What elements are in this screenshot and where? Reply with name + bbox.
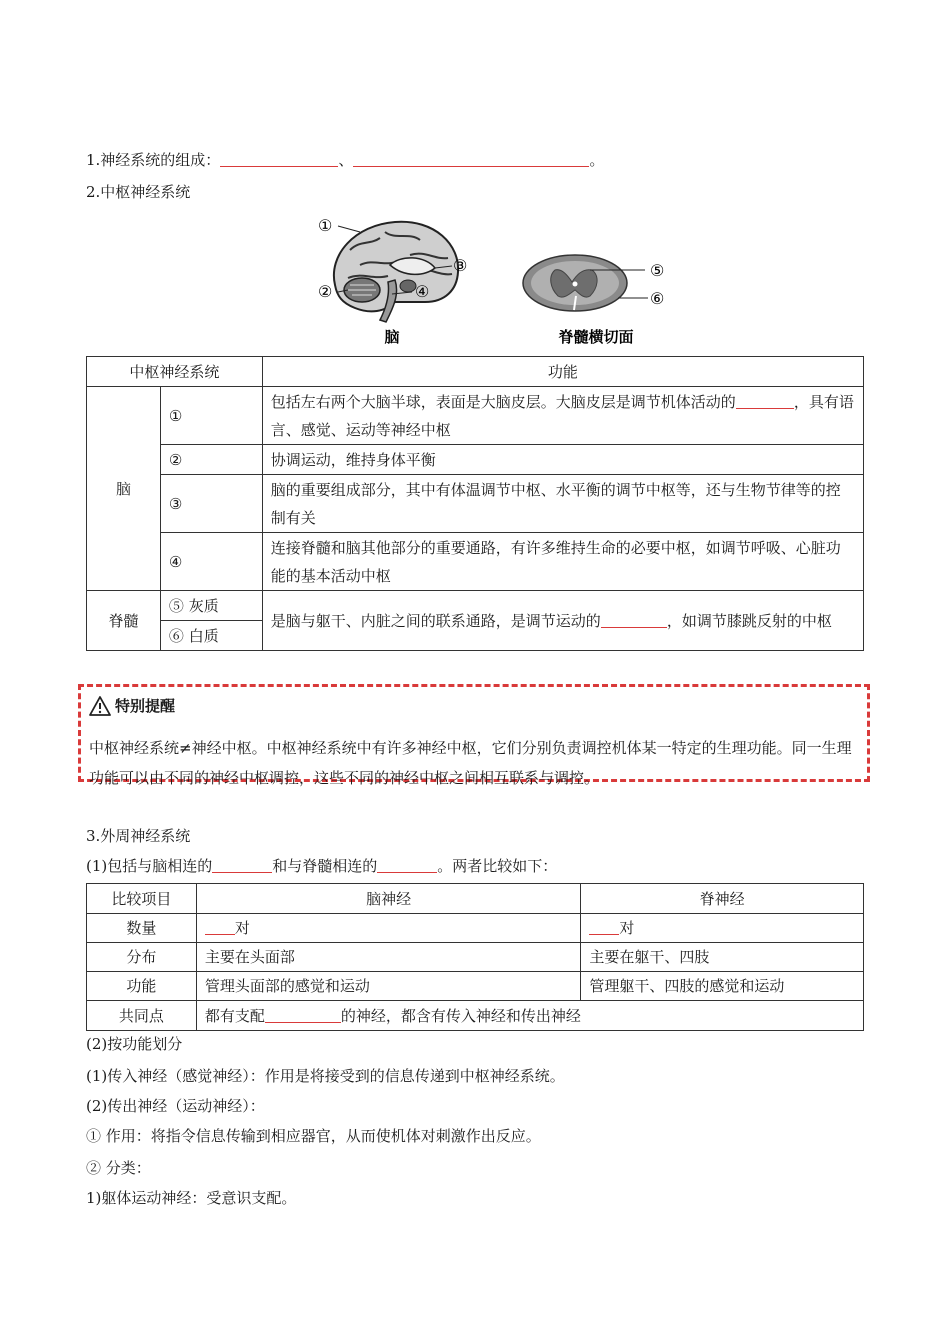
cns-row-3-num: ③ [160, 475, 262, 533]
pns-row-3-item: 功能 [87, 972, 197, 1001]
blank-1b[interactable] [353, 152, 589, 167]
cns-row-4-num: ④ [160, 533, 262, 591]
notice-body: 中枢神经系统≠神经中枢。中枢神经系统中有许多神经中枢，它们分别负责调控机体某一特定的生理功能。同一生理功能可以由不同的神经中枢调控，这些不同的神经中枢之间相互联系与调控。 [89, 739, 852, 787]
figure-svg [300, 210, 700, 350]
cns-header-function: 功能 [262, 357, 863, 387]
question-2-title: 2.中枢神经系统 [86, 183, 191, 201]
notice-title-text: 特别提醒 [115, 697, 176, 715]
spinal-cord-image [523, 255, 648, 311]
blank-pns-common[interactable] [265, 1008, 341, 1023]
cns-row-1-num: ① [160, 387, 262, 445]
pns-table [86, 883, 864, 1031]
pns-head-brain: 脑神经 [196, 884, 580, 914]
question-1 [86, 150, 604, 170]
warning-icon [89, 696, 111, 716]
pns-row-3-brain: 管理头面部的感觉和运动 [196, 972, 580, 1001]
cns-row-4-func: 连接脊髓和脑其他部分的重要通路，有许多维持生命的必要中枢，如调节呼吸、心脏功能的基本活动中枢 [262, 533, 863, 591]
after-line-6: 1)躯体运动神经：受意识支配。 [86, 1189, 297, 1207]
cord-caption: 脊髓横切面 [558, 328, 634, 346]
cns-row-3-func: 脑的重要组成部分，其中有体温调节中枢、水平衡的调节中枢等，还与生物节律等的控制有关 [262, 475, 863, 533]
cns-cord-cell: 脊髓 [87, 591, 161, 651]
cns-cord-row-2: ⑥ 白质 [160, 621, 262, 651]
pns-row-2-spinal: 主要在躯干、四肢 [581, 943, 864, 972]
question-3-title: 3.外周神经系统 [86, 827, 191, 845]
after-line-1: (2)按功能划分 [86, 1035, 183, 1053]
pns-row-2-item: 分布 [87, 943, 197, 972]
blank-3a[interactable] [212, 858, 272, 873]
brain-caption: 脑 [384, 328, 400, 346]
label-2: ② [318, 282, 333, 301]
q3-line1-b: 和与脊髓相连的 [272, 857, 378, 875]
after-line-2: (1)传入神经（感觉神经）：作用是将接受到的信息传递到中枢神经系统。 [86, 1067, 565, 1085]
blank-1a[interactable] [220, 152, 338, 167]
cns-row-2-func: 协调运动，维持身体平衡 [262, 445, 863, 475]
label-1: ① [318, 216, 333, 235]
brain-spinal-figure [300, 210, 700, 350]
cns-cord-func-post: ，如调节膝跳反射的中枢 [666, 611, 832, 630]
pns-row-2-brain: 主要在头面部 [196, 943, 580, 972]
blank-pns-brain-count[interactable] [205, 920, 235, 935]
blank-cns-cord[interactable] [601, 613, 667, 628]
pns-common-post: 的神经，都含有传入神经和传出神经 [340, 1006, 581, 1025]
label-4: ④ [415, 282, 430, 301]
notice-box [78, 684, 870, 787]
pns-row-1-spinal [581, 914, 864, 943]
brain-image [334, 222, 458, 322]
cns-row-1-func-post: ，具有语言、感觉、运动等神经中枢 [270, 392, 854, 439]
question-3-line1 [86, 856, 557, 876]
pns-head-spinal: 脊神经 [581, 884, 864, 914]
after-line-3: (2)传出神经（运动神经）： [86, 1097, 265, 1115]
cns-table [86, 356, 864, 651]
q3-line1-c: 。两者比较如下： [437, 857, 558, 875]
blank-3b[interactable] [377, 858, 437, 873]
cns-row-1-func [262, 387, 863, 445]
after-line-4: ① 作用：将指令信息传输到相应器官，从而使机体对刺激作出反应。 [86, 1127, 541, 1145]
pns-row-1-brain [196, 914, 580, 943]
q1-sep: 、 [338, 151, 354, 169]
blank-pns-spinal-count[interactable] [589, 920, 619, 935]
pns-row-3-spinal: 管理躯干、四肢的感觉和运动 [581, 972, 864, 1001]
cns-row-1-func-pre: 包括左右两个大脑半球，表面是大脑皮层。大脑皮层是调节机体活动的 [270, 392, 736, 411]
cns-cord-row-1: ⑤ 灰质 [160, 591, 262, 621]
pns-common-text [196, 1001, 863, 1031]
label-6: ⑥ [650, 289, 665, 308]
cns-cord-func [262, 591, 863, 651]
q1-text: 1.神经系统的组成： [86, 151, 221, 169]
notice-title [89, 695, 175, 716]
pns-common-item: 共同点 [87, 1001, 197, 1031]
cns-cord-func-pre: 是脑与躯干、内脏之间的联系通路，是调节运动的 [270, 611, 601, 630]
cns-brain-cell: 脑 [87, 387, 161, 591]
pns-row-1-brain-text: 对 [234, 919, 250, 937]
cns-row-2-num: ② [160, 445, 262, 475]
pns-row-1-item: 数量 [87, 914, 197, 943]
pns-row-1-spinal-text: 对 [619, 919, 635, 937]
q3-line1-a: (1)包括与脑相连的 [86, 857, 213, 875]
cns-header-system: 中枢神经系统 [87, 357, 263, 387]
pns-head-item: 比较项目 [87, 884, 197, 914]
blank-cns-1[interactable] [736, 394, 794, 409]
label-5: ⑤ [650, 261, 665, 280]
pns-common-pre: 都有支配 [204, 1006, 265, 1025]
q1-end: 。 [589, 151, 605, 169]
label-3: ③ [453, 256, 468, 275]
after-line-5: ② 分类： [86, 1159, 151, 1177]
